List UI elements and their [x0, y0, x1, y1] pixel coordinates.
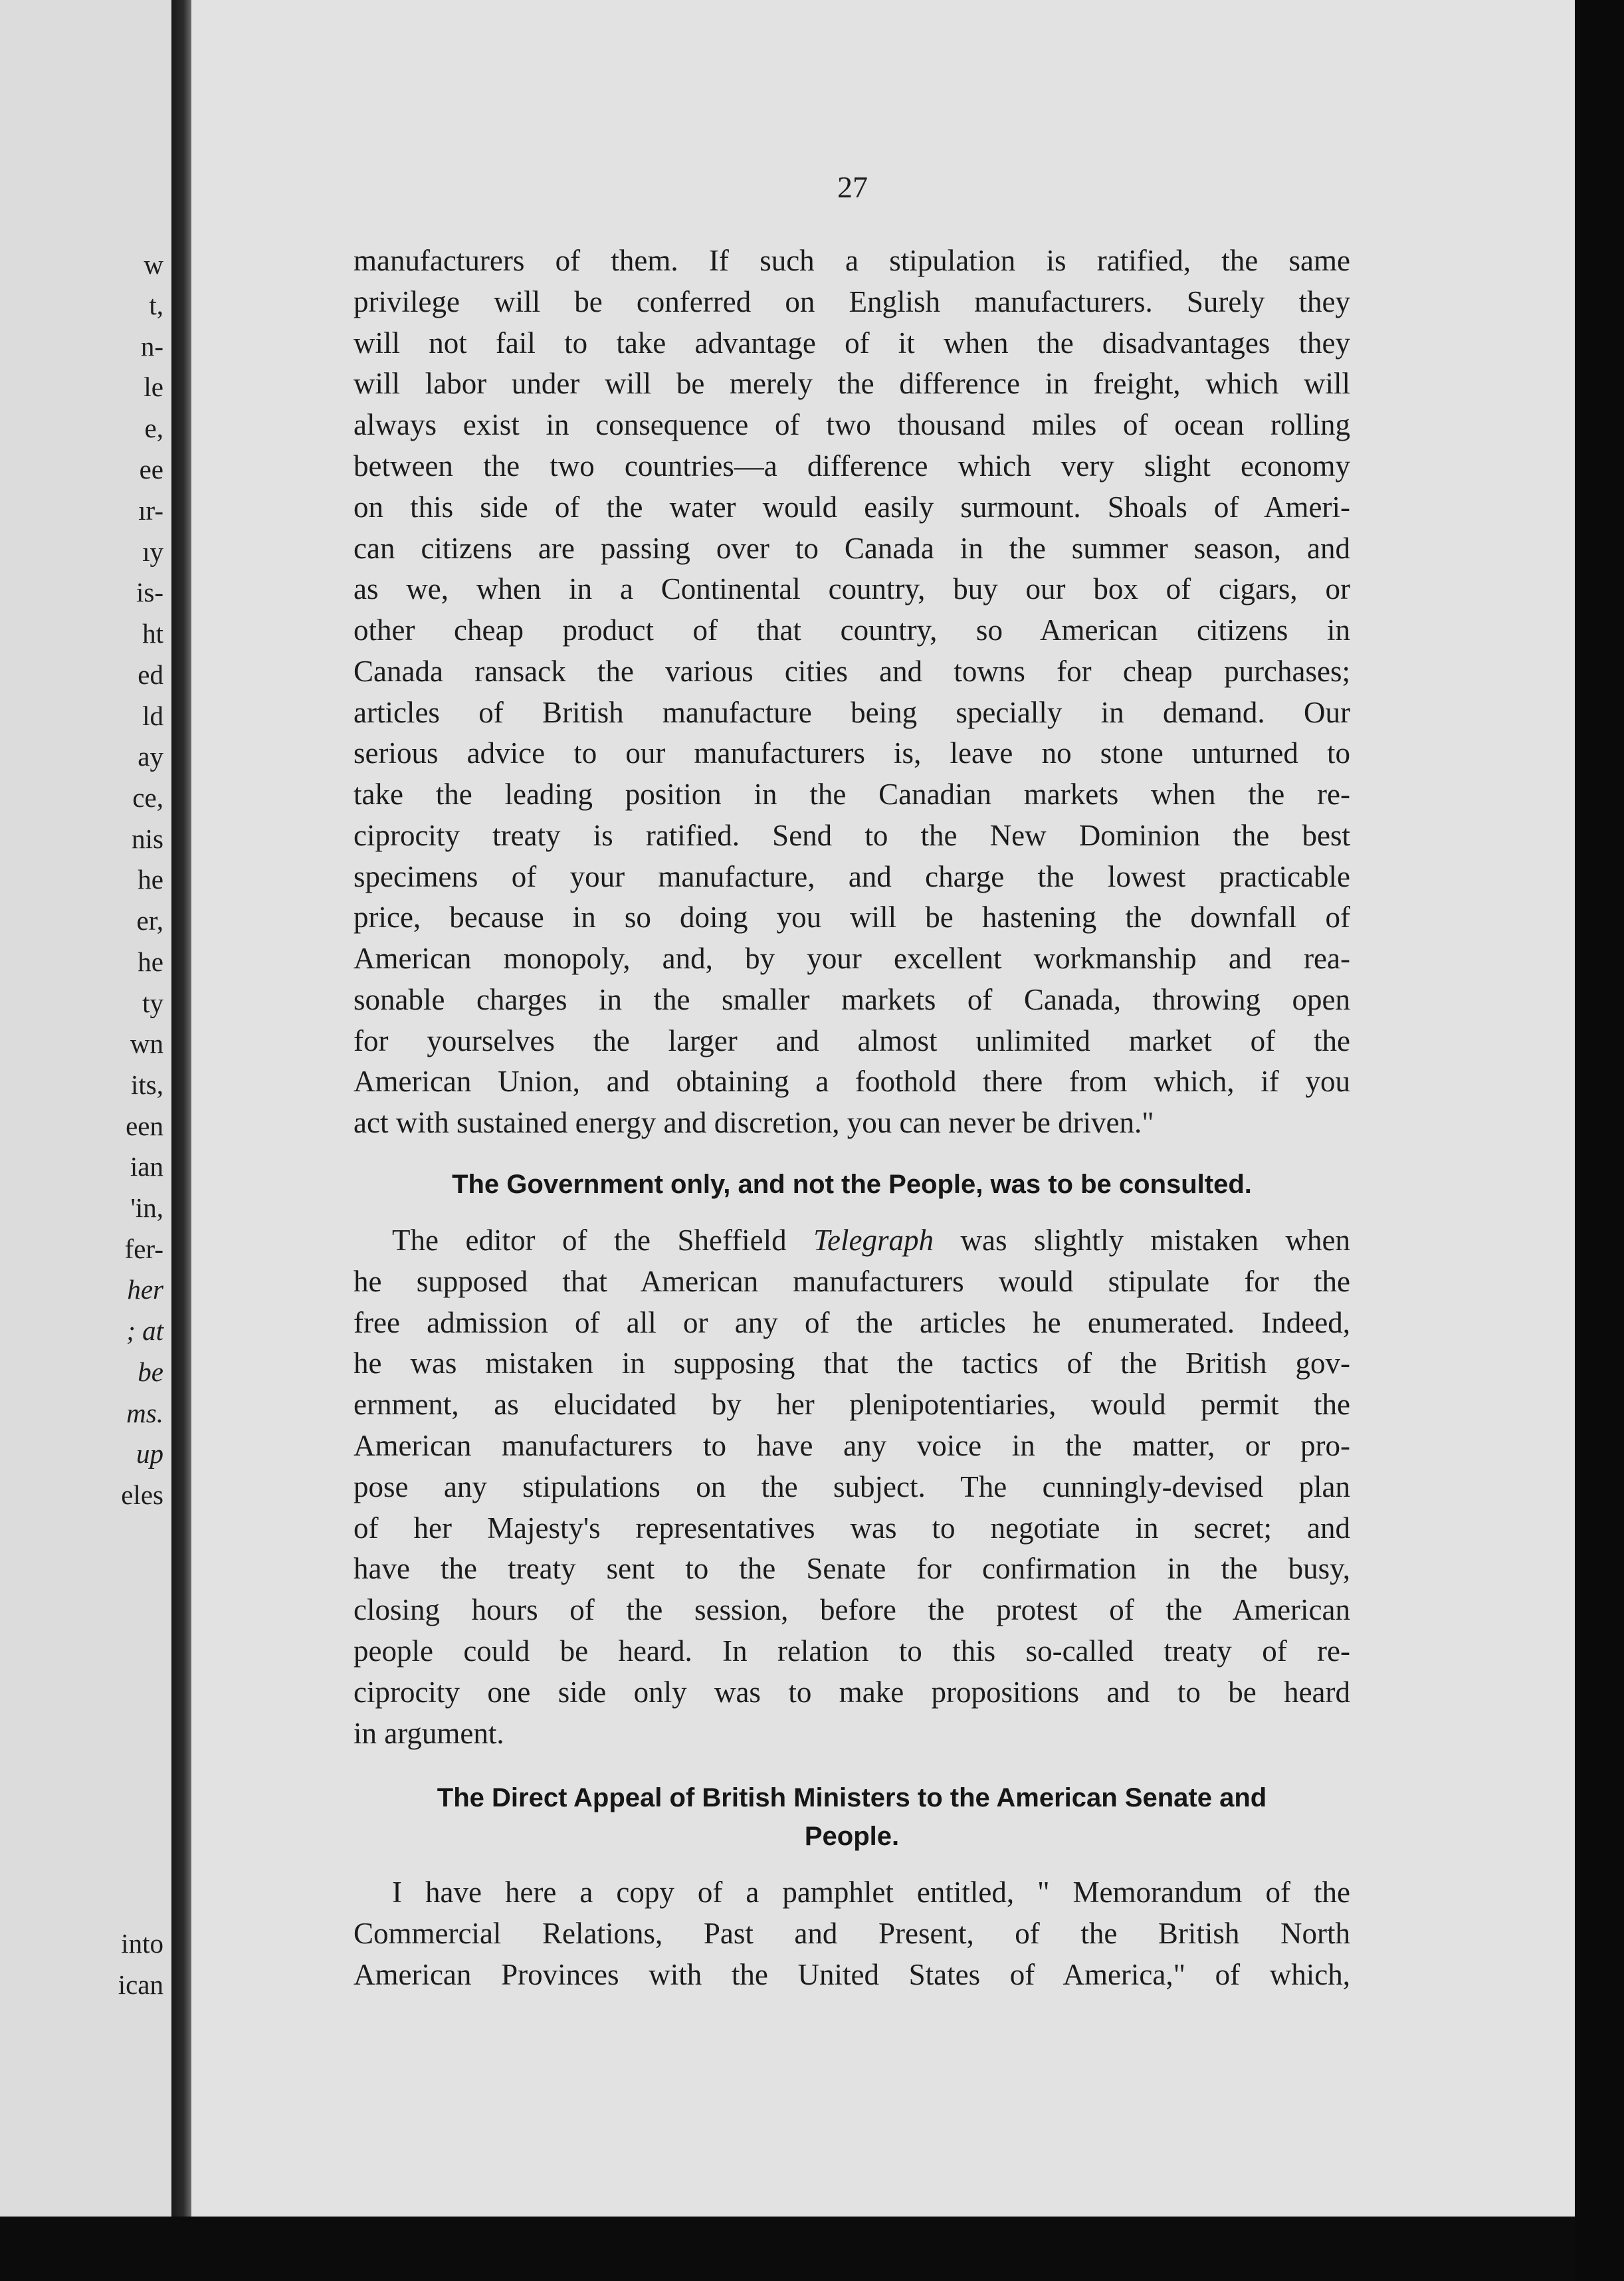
text-line: will labor under will be merely the difference in freight, which will [354, 367, 1350, 400]
text-line: in argument. [354, 1717, 504, 1750]
text-line: as we, when in a Continental country, buy our box of cigars, or [354, 572, 1350, 605]
text-line: Commercial Relations, Past and Present, of the British North [354, 1917, 1350, 1950]
text-line: American monopoly, and, by your excellent workmanship and rea- [354, 942, 1350, 975]
text-line: take the leading position in the Canadian markets when the re- [354, 778, 1350, 811]
facing-page-fragment: w [144, 249, 163, 280]
text-line: he was mistaken in supposing that the tactics of the British gov- [354, 1347, 1350, 1380]
facing-page-fragment: ms. [126, 1398, 163, 1428]
text-line: American Union, and obtaining a foothold there from which, if you [354, 1065, 1350, 1098]
text-line: manufacturers of them. If such a stipulation is ratified, the same [354, 244, 1350, 277]
text-line: price, because in so doing you will be hastening the downfall of [354, 901, 1350, 934]
facing-page-fragment: wn [130, 1028, 163, 1059]
book-gutter [171, 0, 191, 2217]
facing-page-fragment: ican [118, 1969, 163, 2000]
section-heading: The Direct Appeal of British Ministers to the American Senate and [437, 1783, 1267, 1812]
text-line: ciprocity one side only was to make propositions and to be heard [354, 1676, 1350, 1709]
text-line: privilege will be conferred on English manufacturers. Surely they [354, 285, 1350, 318]
text-run: was slightly mistaken when [933, 1224, 1350, 1257]
facing-page-margin [0, 0, 171, 2217]
text-line: other cheap product of that country, so American citizens in [354, 613, 1350, 647]
text-line: people could be heard. In relation to this so-called treaty of re- [354, 1634, 1350, 1668]
text-line: American manufacturers to have any voice in the matter, or pro- [354, 1429, 1350, 1462]
section-heading: The Government only, and not the People, was to be consulted. [452, 1170, 1252, 1199]
italic-title: Telegraph [813, 1224, 934, 1257]
facing-page-fragment: ay [138, 741, 163, 772]
facing-page-fragment: 'in, [130, 1192, 163, 1223]
facing-page-fragment: n- [140, 331, 163, 362]
text-line: can citizens are passing over to Canada in the summer season, and [354, 532, 1350, 565]
text-line: between the two countries—a difference which very slight economy [354, 449, 1350, 483]
facing-page-fragment: nis [132, 823, 163, 854]
text-line: for yourselves the larger and almost unlimited market of the [354, 1024, 1350, 1057]
facing-page-fragment: le [144, 372, 163, 402]
facing-page-fragment: be [138, 1357, 163, 1387]
facing-page-fragment: een [126, 1111, 163, 1141]
text-line: closing hours of the session, before the protest of the American [354, 1593, 1350, 1626]
text-line: free admission of all or any of the articles he enumerated. Indeed, [354, 1306, 1350, 1339]
text-line: act with sustained energy and discretion, you can never be driven." [354, 1106, 1154, 1139]
text-line: I have here a copy of a pamphlet entitled, " Memorandum of the [392, 1876, 1350, 1909]
section-heading-continued: People. [804, 1822, 900, 1851]
facing-page-fragment: ian [130, 1151, 163, 1182]
text-line: ernment, as elucidated by her plenipotentiaries, would permit the [354, 1388, 1350, 1421]
text-line [392, 1226, 1350, 1255]
facing-page-fragment: t, [149, 290, 163, 320]
facing-page-fragment: her [127, 1274, 163, 1305]
facing-page-fragment: eles [121, 1479, 163, 1510]
page-number: 27 [837, 170, 868, 204]
text-line: serious advice to our manufacturers is, leave no stone unturned to [354, 736, 1350, 770]
text-line: Canada ransack the various cities and towns for cheap purchases; [354, 655, 1350, 688]
text-line: of her Majesty's representatives was to negotiate in secret; and [354, 1511, 1350, 1545]
text-line: have the treaty sent to the Senate for confirmation in the busy, [354, 1552, 1350, 1585]
facing-page-fragment: ht [142, 618, 163, 649]
facing-page-fragment: ee [139, 454, 163, 485]
facing-page-fragment: ce, [132, 782, 163, 813]
text-line: will not fail to take advantage of it when the disadvantages they [354, 326, 1350, 360]
facing-page-fragment: into [121, 1928, 163, 1959]
text-line: always exist in consequence of two thousand miles of ocean rolling [354, 408, 1350, 441]
text-run: The editor of the Sheffield [392, 1224, 814, 1257]
facing-page-fragment: ty [142, 988, 163, 1018]
text-line: ciprocity treaty is ratified. Send to the New Dominion the best [354, 819, 1350, 852]
facing-page-fragment: he [138, 946, 163, 977]
facing-page-fragment: ır- [138, 495, 163, 526]
text-line: articles of British manufacture being specially in demand. Our [354, 696, 1350, 729]
facing-page-fragment: ; at [126, 1315, 163, 1346]
text-line: specimens of your manufacture, and charge the lowest practicable [354, 860, 1350, 893]
facing-page-fragment: e, [144, 413, 163, 443]
scan-border [1575, 0, 1624, 2281]
facing-page-fragment: is- [136, 577, 163, 607]
facing-page-fragment: ıy [142, 536, 163, 567]
text-line: American Provinces with the United States of America," of which, [354, 1958, 1350, 1991]
facing-page-fragment: ld [142, 701, 163, 731]
facing-page-fragment: ed [138, 659, 163, 690]
facing-page-fragment: he [138, 864, 163, 895]
text-line: pose any stipulations on the subject. The cunningly-devised plan [354, 1470, 1350, 1503]
text-line: he supposed that American manufacturers would stipulate for the [354, 1265, 1350, 1298]
text-line: sonable charges in the smaller markets of Canada, throwing open [354, 983, 1350, 1016]
facing-page-fragment: er, [136, 905, 163, 936]
facing-page-fragment: its, [131, 1069, 163, 1100]
facing-page-fragment: up [136, 1438, 163, 1469]
facing-page-fragment: fer- [124, 1234, 163, 1264]
text-line: on this side of the water would easily surmount. Shoals of Ameri- [354, 490, 1350, 524]
